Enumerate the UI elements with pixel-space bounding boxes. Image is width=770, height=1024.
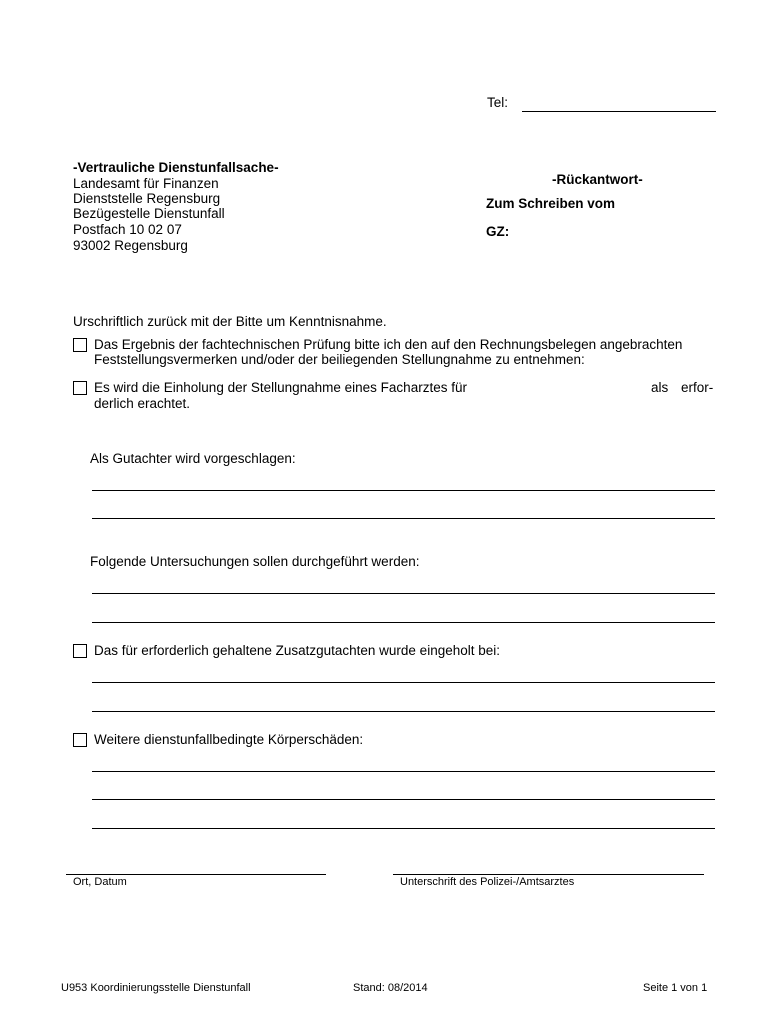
reply-title: -Rückantwort- <box>552 172 643 187</box>
address-heading: -Vertrauliche Dienstunfallsache- <box>73 160 279 175</box>
tel-label: Tel: <box>487 95 509 110</box>
further-damages-line-3[interactable] <box>92 828 715 829</box>
letter-reference-label: Zum Schreiben vom <box>486 196 616 211</box>
footer-form-id: U953 Koordinierungsstelle Dienstunfall <box>61 982 251 994</box>
examinations-line-2[interactable] <box>92 622 715 623</box>
further-damages-checkbox[interactable] <box>73 733 87 747</box>
further-damages-text: Weitere dienstunfallbedingte Körperschäden: <box>94 732 364 747</box>
intro-text: Urschriftlich zurück mit der Bitte um Kenntnisnahme. <box>73 314 387 329</box>
expert-line-1[interactable] <box>92 490 715 491</box>
address-line: Postfach 10 02 07 <box>73 222 182 237</box>
signature-line[interactable] <box>393 874 704 875</box>
expert-label: Als Gutachter wird vorgeschlagen: <box>90 451 296 466</box>
further-damages-line-1[interactable] <box>92 771 715 772</box>
additional-report-text: Das für erforderlich gehaltene Zusatzgutachten wurde eingeholt bei: <box>94 643 500 658</box>
address-line: 93002 Regensburg <box>73 238 188 253</box>
examinations-label: Folgende Untersuchungen sollen durchgeführt werden: <box>90 554 420 569</box>
further-damages-line-2[interactable] <box>92 799 715 800</box>
footer-version: Stand: 08/2014 <box>353 982 428 994</box>
additional-report-line-1[interactable] <box>92 682 715 683</box>
footer-page-number: Seite 1 von 1 <box>643 982 708 994</box>
additional-report-checkbox[interactable] <box>73 644 87 658</box>
address-line: Dienststelle Regensburg <box>73 191 221 206</box>
result-checkbox[interactable] <box>73 338 87 352</box>
address-line: Bezügestelle Dienstunfall <box>73 206 225 221</box>
gz-label: GZ: <box>486 224 510 239</box>
address-line: Landesamt für Finanzen <box>73 176 219 191</box>
additional-report-line-2[interactable] <box>92 711 715 712</box>
specialist-option-text-cont: derlich erachtet. <box>94 396 191 411</box>
specialist-checkbox[interactable] <box>73 381 87 395</box>
expert-line-2[interactable] <box>92 518 715 519</box>
signature-label: Unterschrift des Polizei-/Amtsarztes <box>400 876 575 888</box>
specialist-option-als: als <box>651 380 669 395</box>
tel-field[interactable] <box>522 111 716 112</box>
place-date-line[interactable] <box>66 874 326 875</box>
result-option-text: Das Ergebnis der fachtechnischen Prüfung bitte ich den auf den Rechnungsbelegen angebrachten <box>94 337 683 352</box>
result-option-text-cont: Feststellungsvermerken und/oder der beiliegenden Stellungnahme zu entnehmen: <box>94 352 585 367</box>
examinations-line-1[interactable] <box>92 593 715 594</box>
place-date-label: Ort, Datum <box>73 876 127 888</box>
specialist-option-erfor: erfor- <box>681 380 714 395</box>
specialist-option-text: Es wird die Einholung der Stellungnahme eines Facharztes für <box>94 380 467 395</box>
